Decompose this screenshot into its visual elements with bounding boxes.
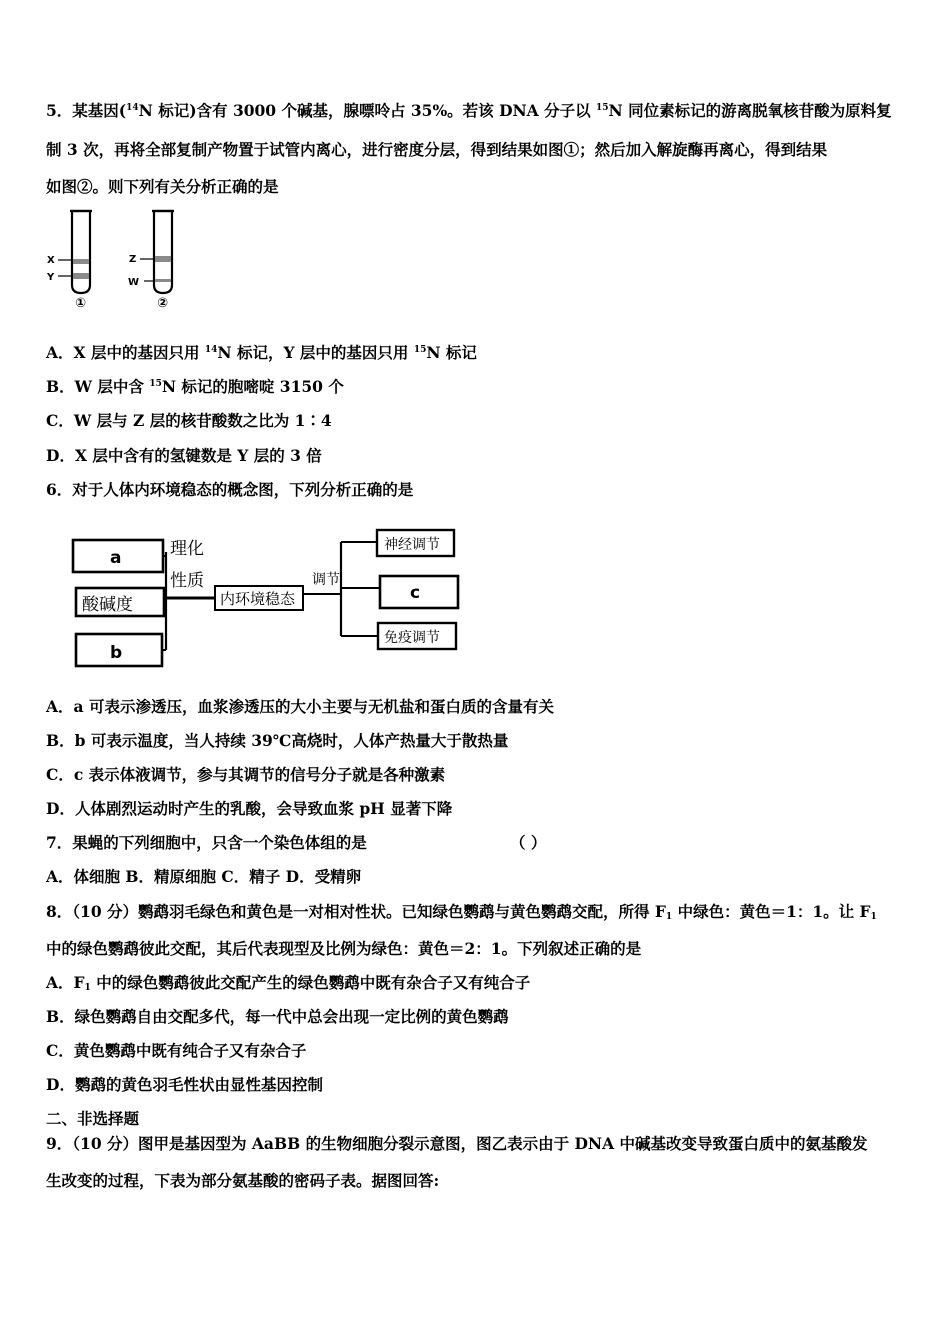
section-heading: 二、非选择题 bbox=[46, 1109, 140, 1128]
q6-option-b: B．b 可表示温度，当人持续 39℃高烧时，人体产热量大于散热量 bbox=[46, 731, 509, 750]
label-c: c bbox=[410, 583, 421, 603]
label-z: Z bbox=[129, 254, 137, 265]
label-b: b bbox=[110, 643, 123, 663]
q5-option-b: B．W 层中含 $^{15}$N 标记的胞嘧啶 3150 个 bbox=[46, 377, 344, 396]
label-a: a bbox=[110, 548, 122, 568]
q8-stem-line1: 8．（10 分）鹦鹉羽毛绿色和黄色是一对相对性状。已知绿色鹦鹉与黄色鹦鹉交配，所得 $F_1$ 中绿色：黄色＝1：1。让 $F_1$ bbox=[46, 902, 877, 922]
q5-test-tube-figure bbox=[44, 205, 194, 315]
q6-stem: 6．对于人体内环境稳态的概念图，下列分析正确的是 bbox=[46, 480, 414, 499]
band-z bbox=[155, 256, 171, 262]
q5-option-c: C．W 层与 Z 层的核苷酸数之比为 1∶4 bbox=[46, 411, 332, 430]
q5-option-d: D．X 层中含有的氢键数是 Y 层的 3 倍 bbox=[46, 446, 322, 465]
q5-stem-line1: 5．某基因($^{14}$N 标记)含有 3000 个碱基，腺嘌呤占 35%。若该 DNA 分子以 $^{15}$N 同位素标记的游离脱氧核苷酸为原料复 bbox=[46, 101, 892, 120]
label-y: Y bbox=[47, 272, 55, 283]
q8-option-a: A．$F_1$ 中的绿色鹦鹉彼此交配产生的绿色鹦鹉中既有杂合子又有纯合子 bbox=[46, 973, 531, 993]
label-center: 内环境稳态 bbox=[220, 590, 296, 608]
band-w bbox=[155, 279, 171, 282]
q8-option-d: D．鹦鹉的黄色羽毛性状由显性基因控制 bbox=[46, 1075, 323, 1094]
q6-option-d: D．人体剧烈运动时产生的乳酸，会导致血浆 pH 显著下降 bbox=[46, 799, 453, 818]
q9-stem-line1: 9．（10 分）图甲是基因型为 AaBB 的生物细胞分裂示意图，图乙表示由于 DNA 中碱基改变导致蛋白质中的氨基酸发 bbox=[46, 1134, 868, 1153]
label-immune: 免疫调节 bbox=[384, 630, 440, 646]
label-physical-1: 理化 bbox=[170, 539, 204, 559]
q6-option-a: A．a 可表示渗透压，血浆渗透压的大小主要与无机盐和蛋白质的含量有关 bbox=[46, 697, 554, 716]
label-regulation: 调节 bbox=[312, 572, 340, 588]
label-x: X bbox=[47, 255, 55, 266]
q6-option-c: C．c 表示体液调节，参与其调节的信号分子就是各种激素 bbox=[46, 765, 446, 784]
label-w: W bbox=[128, 277, 140, 288]
q7-answer-bracket: （ ） bbox=[510, 833, 547, 852]
band-y bbox=[73, 273, 89, 279]
q5-stem-line3: 如图②。则下列有关分析正确的是 bbox=[46, 177, 279, 196]
q5-option-a: A．X 层中的基因只用 $^{14}$N 标记，Y 层中的基因只用 $^{15}$N 标记 bbox=[46, 343, 477, 362]
caption-1: ① bbox=[75, 296, 87, 311]
q7-stem: 7．果蝇的下列细胞中，只含一个染色体组的是 bbox=[46, 833, 367, 852]
q7-options: A．体细胞 B．精原细胞 C．精子 D．受精卵 bbox=[46, 867, 362, 886]
label-neural: 神经调节 bbox=[384, 537, 440, 553]
band-x bbox=[73, 259, 89, 264]
label-acidity: 酸碱度 bbox=[82, 595, 133, 615]
q5-stem-line2: 制 3 次，再将全部复制产物置于试管内离心，进行密度分层，得到结果如图①；然后加入解旋酶再离心，得到结果 bbox=[46, 140, 828, 159]
caption-2: ② bbox=[157, 296, 169, 311]
q6-concept-map bbox=[70, 524, 465, 669]
q8-option-c: C．黄色鹦鹉中既有纯合子又有杂合子 bbox=[46, 1041, 307, 1060]
q8-stem-line2: 中的绿色鹦鹉彼此交配，其后代表现型及比例为绿色：黄色＝2：1。下列叙述正确的是 bbox=[46, 939, 642, 958]
q8-option-b: B．绿色鹦鹉自由交配多代，每一代中总会出现一定比例的黄色鹦鹉 bbox=[46, 1007, 509, 1026]
test-tube-2 bbox=[128, 211, 174, 311]
test-tube-1 bbox=[46, 211, 92, 311]
q9-stem-line2: 生改变的过程，下表为部分氨基酸的密码子表。据图回答: bbox=[46, 1171, 440, 1190]
label-physical-2: 性质 bbox=[170, 571, 204, 591]
